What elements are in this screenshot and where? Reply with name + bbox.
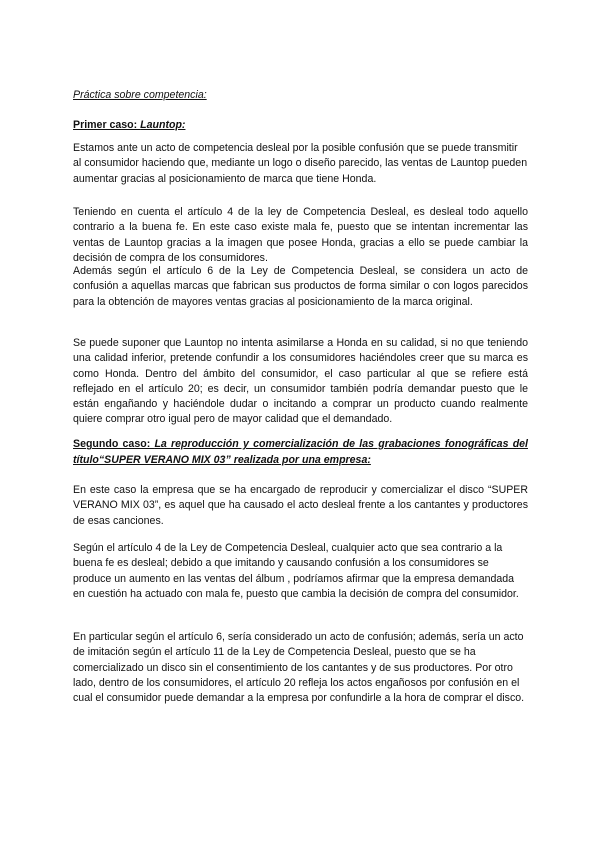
case-1-label: Primer caso:: [73, 119, 141, 131]
case-1-paragraph-3: Además según el artículo 6 de la Ley de Competencia Desleal, se considera un acto de confusión a aquellas marcas que fabrican sus productos de forma similar o con logos parecidos para la obtención de mayores ventas gracias al posicionamiento de la marca original.: [73, 265, 528, 308]
case-1-title: Launtop:: [140, 119, 186, 131]
case-2-paragraph-3: En particular según el artículo 6, sería considerado un acto de confusión; además, sería un acto de imitación según el artículo 11 de la Ley de Competencia Desleal, puesto que se ha comercializado un disco sin el consentimiento de los cantantes y de sus productores. Por otro lado, dentro de los consumidores, el artículo 20 refleja los actos engañosos por confusión en el cual el consumidor puede demandar a la empresa por confundirle a la hora de comprar el disco.: [73, 631, 525, 705]
case-1-paragraph-1: Estamos ante un acto de competencia desleal por la posible confusión que se puede transmitir al consumidor haciendo que, mediante un logo o diseño parecido, las ventas de Launtop pueden aumentar gracias al posicionamiento de marca que tiene Honda.: [73, 142, 528, 185]
case-1-heading: [73, 118, 528, 133]
case-2-paragraph-2: Según el artículo 4 de la Ley de Competencia Desleal, cualquier acto que sea contrario a la buena fe es desleal; debido a que imitando y causando confusión a los consumidores se produce un aumento en las ventas del álbum , podríamos afirmar que la empresa demandada en cuestión ha actuado con mala fe, puesto que cambia la decisión de compra del consumidor.: [73, 542, 519, 600]
case-2-heading: [73, 437, 528, 468]
case-1-paragraph-2: Teniendo en cuenta el artículo 4 de la ley de Competencia Desleal, es desleal todo aquello contrario a la buena fe. En este caso existe mala fe, puesto que se intentan incrementar las ventas de Launtop gracias a la imagen que posee Honda, gracias a ello se puede cambiar la decisión de compra de los consumidores.: [73, 206, 528, 264]
case-2-title: La reproducción y comercialización de las grabaciones fonográficas del título“SUPER VERANO MIX 03” realizada por una empresa:: [73, 438, 528, 466]
document-title: Práctica sobre competencia:: [73, 89, 207, 101]
case-1-paragraph-4: Se puede suponer que Launtop no intenta asimilarse a Honda en su calidad, si no que teniendo una calidad inferior, pretende confundir a los consumidores haciéndoles creer que su marca es como Honda. Dentro del ámbito del consumidor, el caso particular al que se refiere está reflejado en el artículo 20; es decir, un consumidor también podría demandar puesto que le están engañando y haciéndole dudar o incitando a comprar un producto cuando realmente quiere comprar otro igual pero de mayor calidad que el demandado.: [73, 337, 528, 426]
case-2-label: Segundo caso:: [73, 438, 155, 450]
case-2-paragraph-1: En este caso la empresa que se ha encargado de reproducir y comercializar el disco “SUPER VERANO MIX 03”, es aquel que ha causado el acto desleal frente a los cantantes y productores de esas canciones.: [73, 484, 528, 527]
